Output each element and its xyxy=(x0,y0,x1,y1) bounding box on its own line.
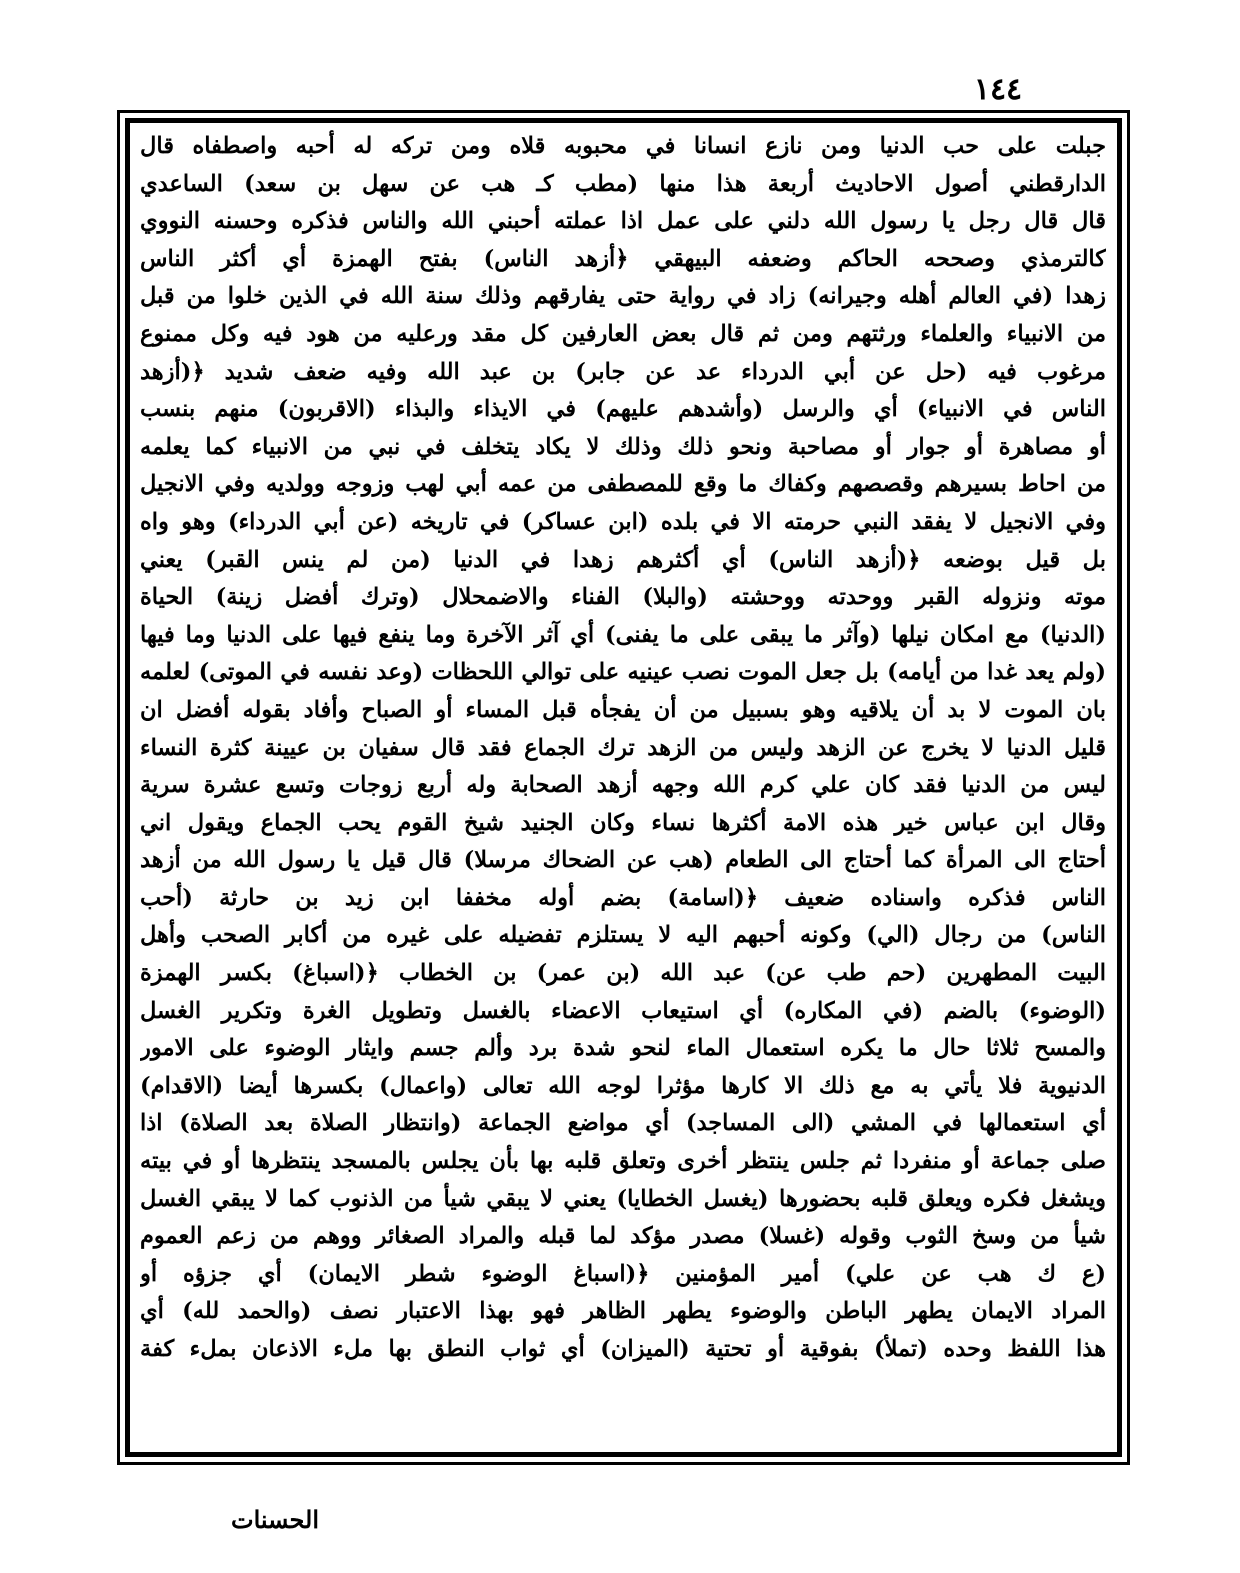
page-number: ١٤٤ xyxy=(973,72,1023,107)
text-line: والمسح ثلاثا حال ما يكره استعمال الماء لنحو شدة برد وألم جسم وايثار الوضوء على الامور xyxy=(140,1035,1106,1062)
text-line: قليل الدنيا لا يخرج عن الزهد وليس من الزهد ترك الجماع فقد قال سفيان بن عيينة كثرة النساء xyxy=(140,734,1106,761)
text-line: الناس) من رجال (الي) وكونه أحبهم اليه لا يستلزم تفضيله على غيره من أكابر الصحب وأهل xyxy=(140,922,1106,949)
text-line: (الوضوء) بالضم (في المكاره) أي استيعاب الاعضاء بالغسل وتطويل الغرة وتكرير الغسل xyxy=(140,997,1106,1024)
text-line: شيأ من وسخ الثوب وقوله (غسلا) مصدر مؤكد لما قبله والمراد الصغائر ووهم من زعم العموم xyxy=(140,1223,1106,1250)
text-line: البيت المطهرين (حم طب عن) عبد الله (بن عمر) بن الخطاب ﴿(اسباغ) بكسر الهمزة xyxy=(140,960,1106,987)
text-line: الناس فذكره واسناده ضعيف ﴿(اسامة) بضم أوله مخففا ابن زيد بن حارثة (أحب xyxy=(140,884,1106,911)
text-line xyxy=(140,1369,1106,1407)
text-line: بل قيل بوضعه ﴿(أزهد الناس) أي أكثرهم زهدا في الدنيا (من لم ينس القبر) يعني xyxy=(140,546,1106,573)
text-line: أحتاج الى المرأة كما أحتاج الى الطعام (هب عن الضحاك مرسلا) قال قيل يا رسول الله من أزهد xyxy=(140,847,1106,874)
text-line: (ولم يعد غدا من أيامه) بل جعل الموت نصب عينيه على توالي اللحظات (وعد نفسه في الموتى) لعلمه xyxy=(140,659,1106,686)
text-line: بان الموت لا بد أن يلاقيه وهو بسبيل من أن يفجأه قبل المساء أو الصباح وأفاد بقوله أفضل ان xyxy=(140,696,1106,723)
text-line: ويشغل فكره ويعلق قلبه بحضورها (يغسل الخطايا) يعني لا يبقي شيأ من الذنوب كما لا يبقي الغسل xyxy=(140,1185,1106,1212)
text-line: كالترمذي وصححه الحاكم وضعفه البيهقي ﴿أزهد الناس) بفتح الهمزة أي أكثر الناس xyxy=(140,245,1106,272)
text-line: وقال ابن عباس خير هذه الامة أكثرها نساء وكان الجنيد شيخ القوم يحب الجماع ويقول اني xyxy=(140,809,1106,836)
text-line: (الدنيا) مع امكان نيلها (وآثر ما يبقى على ما يفنى) أي آثر الآخرة وما ينفع فيها على الدنيا وما فيها xyxy=(140,621,1106,648)
text-line: صلى جماعة أو منفردا ثم جلس ينتظر أخرى وتعلق قلبه بها بأن يجلس بالمسجد ينتظرها أو في بيته xyxy=(140,1148,1106,1175)
text-line: هذا اللفظ وحده (تملأ) بفوقية أو تحتية (الميزان) أي ثواب النطق بها ملء الاذعان بملء كفة xyxy=(140,1336,1106,1362)
text-line: (ع ك هب عن علي) أمير المؤمنين ﴿(اسباغ الوضوء شطر الايمان) أي جزؤه أو xyxy=(140,1260,1106,1287)
text-line: من الانبياء والعلماء ورثتهم ومن ثم قال بعض العارفين كل مقد ورعليه من هود فيه وكل ممنوع xyxy=(140,320,1106,347)
text-line: من احاط بسيرهم وقصصهم وكفاك ما وقع للمصطفى من عمه أبي لهب وزوجه وولديه وفي الانجيل xyxy=(140,471,1106,498)
text-line: مرغوب فيه (حل عن أبي الدرداء عد عن جابر) بن عبد الله وفيه ضعف شديد ﴿(أزهد xyxy=(140,358,1106,385)
text-line: أي استعمالها في المشي (الى المساجد) أي مواضع الجماعة (وانتظار الصلاة بعد الصلاة) اذا xyxy=(140,1110,1106,1137)
text-line: الناس في الانبياء) أي والرسل (وأشدهم عليهم) في الايذاء والبذاء (الاقربون) منهم بنسب xyxy=(140,396,1106,423)
text-line: ليس من الدنيا فقد كان علي كرم الله وجهه أزهد الصحابة وله أربع زوجات وتسع عشرة سرية xyxy=(140,772,1106,799)
text-line: الدنيوية فلا يأتي به مع ذلك الا كارها مؤثرا لوجه الله تعالى (واعمال) بكسرها أيضا (الاقدام) xyxy=(140,1072,1106,1099)
text-line: وفي الانجيل لا يفقد النبي حرمته الا في بلده (ابن عساكر) في تاريخه (عن أبي الدرداء) وهو واه xyxy=(140,508,1106,535)
text-line: زهدا (في العالم أهله وجيرانه) زاد في رواية حتى يفارقهم وذلك سنة الله في الذين خلوا من قبل xyxy=(140,283,1106,310)
text-line: قال قال رجل يا رسول الله دلني على عمل اذا عملته أحبني الله والناس فذكره وحسنه النووي xyxy=(140,208,1106,235)
text-line: أو مصاهرة أو جوار أو مصاحبة ونحو ذلك وذلك لا يكاد يتخلف في نبي من الانبياء كما يعلمه xyxy=(140,433,1106,460)
text-line: المراد الايمان يطهر الباطن والوضوء يطهر الظاهر فهو بهذا الاعتبار نصف (والحمد لله) أي xyxy=(140,1298,1106,1325)
text-line: موته ونزوله القبر ووحدته ووحشته (والبلا) الفناء والاضمحلال (وترك أفضل زينة) الحياة xyxy=(140,584,1106,611)
text-line: الدارقطني أصول الاحاديث أربعة هذا منها (مطب كـ هب عن سهل بن سعد) الساعدي xyxy=(140,170,1106,197)
text-line: جبلت على حب الدنيا ومن نازع انسانا في محبوبه قلاه ومن تركه له أحبه واصطفاه قال xyxy=(140,133,1106,159)
text-body xyxy=(140,128,1106,1406)
catchword: الحسنات xyxy=(230,1505,320,1534)
